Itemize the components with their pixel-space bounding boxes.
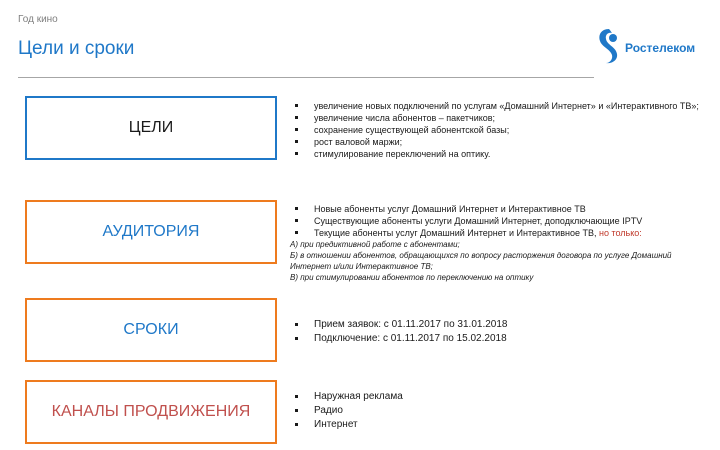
rostelecom-logo-icon: [596, 27, 622, 65]
section-box-audience: [25, 200, 277, 264]
dates-list: [290, 318, 700, 346]
logo-wordmark: Ростелеком: [625, 41, 696, 55]
section-label-audience: АУДИТОРИЯ: [102, 223, 200, 240]
section-box-channels: [25, 380, 277, 444]
audience-content: [290, 203, 700, 283]
section-box-goals: [25, 96, 277, 160]
list-item: [290, 227, 700, 239]
audience-item-text: Текущие абоненты услуг Домашний Интернет и Интерактивное ТВ,: [314, 228, 599, 238]
list-item: сохранение существующей абонентской базы;: [290, 124, 700, 136]
audience-note-a: А) при предиктивной работе с абонентами;: [290, 240, 460, 249]
section-label-channels: КАНАЛЫ ПРОДВИЖЕНИЯ: [51, 403, 251, 420]
list-item: Интернет: [290, 418, 700, 432]
audience-note-b: Б) в отношении абонентов, обращающихся по вопросу расторжения договора по услуге Домашний Интернет и/или Интерактивное ТВ;: [290, 251, 672, 271]
list-item: увеличение новых подключений по услугам «Домашний Интернет» и «Интерактивного ТВ»;: [290, 100, 700, 112]
list-item: Существующие абоненты услуги Домашний Интернет, доподключающие IPTV: [290, 215, 700, 227]
brand-logo: [596, 26, 706, 66]
list-item: Новые абоненты услуг Домашний Интернет и Интерактивное ТВ: [290, 203, 700, 215]
list-item: Радио: [290, 404, 700, 418]
list-item: Наружная реклама: [290, 390, 700, 404]
section-box-dates: [25, 298, 277, 362]
section-label-goals: ЦЕЛИ: [128, 119, 174, 136]
audience-highlight: но только:: [598, 228, 642, 238]
dates-content: [290, 318, 700, 346]
list-item: Прием заявок: с 01.11.2017 по 31.01.2018: [290, 318, 700, 332]
title-divider: [18, 77, 594, 78]
goals-list: [290, 100, 700, 160]
list-item: стимулирование переключений на оптику.: [290, 148, 700, 160]
audience-note-c: В) при стимулировании абонентов по переключению на оптику: [290, 273, 534, 282]
audience-list: [290, 203, 700, 239]
list-item: Подключение: с 01.11.2017 по 15.02.2018: [290, 332, 700, 346]
list-item: рост валовой маржи;: [290, 136, 700, 148]
section-label-dates: СРОКИ: [123, 321, 179, 338]
list-item: увеличение числа абонентов – пакетчиков;: [290, 112, 700, 124]
channels-list: [290, 390, 700, 432]
page-title: Цели и сроки: [18, 38, 135, 59]
goals-content: [290, 100, 700, 160]
channels-content: [290, 390, 700, 432]
header-caption: Год кино: [18, 14, 58, 25]
